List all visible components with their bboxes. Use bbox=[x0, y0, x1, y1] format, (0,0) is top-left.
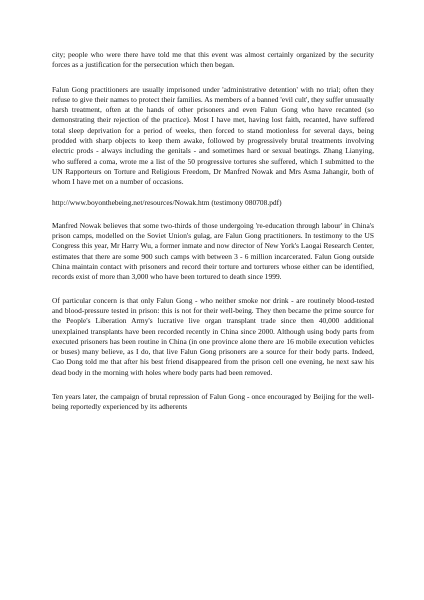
paragraph-2: Falun Gong practitioners are usually imprisoned under 'administrative detention' with no trial; often they refuse to give their names to protect their families. As members of a banned 'evil cult', they suffer unusually harsh treatment, often at the hands of other prisoners and even Falun Gong who have recanted (so demonstrating their rejection of the practice). Most I have met, having lost faith, recanted, have suffered total sleep deprivation for a period of weeks, then forced to stand motionless for several days, being prodded with sharp objects to keep them awake, followed by progressively brutal treatments involving electric prods - always including the genitals - and sometimes hard or sexual beatings. Zhang Lianying, who suffered a coma, wrote me a list of the 50 progressive tortures she suffered, which I submitted to the UN Rapporteurs on Torture and Religious Freedom, Dr Manfred Nowak and Mrs Asma Jahangir, both of whom I have met on a number of occasions. bbox=[52, 84, 374, 187]
paragraph-6: Ten years later, the campaign of brutal repression of Falun Gong - once encouraged by Beijing for the well-being reportedly experienced by its adherents bbox=[52, 392, 374, 412]
document-page bbox=[52, 50, 374, 413]
paragraph-1: city; people who were there have told me that this event was almost certainly organized by the security forces as a justification for the persecution which then began. bbox=[52, 50, 374, 70]
paragraph-5: Of particular concern is that only Falun Gong - who neither smoke nor drink - are routinely blood-tested and blood-pressure tested in prison: this is not for their well-being. They then became the prime source for the People's Liberation Army's lucrative live organ transplant trade since then 40,000 additional unexplained transplants have been recorded recently in China since 2000. Although using body parts from executed prisoners has been routine in China (in one province alone there are 16 mobile execution vehicles or buses) many believe, as I do, that live Falun Gong prisoners are a source for their body parts. Indeed, Cao Dong told me that after his best friend disappeared from the prison cell one evening, he next saw his dead body in the morning with holes where body parts had been removed. bbox=[52, 295, 374, 377]
paragraph-4: Manfred Nowak believes that some two-thirds of those undergoing 're-education through labour' in China's prison camps, modelled on the Soviet Union's gulag, are Falun Gong practitioners. In testimony to the US Congress this year, Mr Harry Wu, a former inmate and now director of New York's Laogai Research Center, estimates that there are some 900 such camps with between 3 - 6 million incarcerated. Falun Gong outside China maintain contact with prisoners and record their torture and torturers whose either can be identified, records exist of more than 3,000 who have been tortured to death since 1999. bbox=[52, 220, 374, 282]
reference-link[interactable]: http://www.boyonthebeing.net/resources/Nowak.htm (testimony 080708.pdf) bbox=[52, 197, 282, 207]
